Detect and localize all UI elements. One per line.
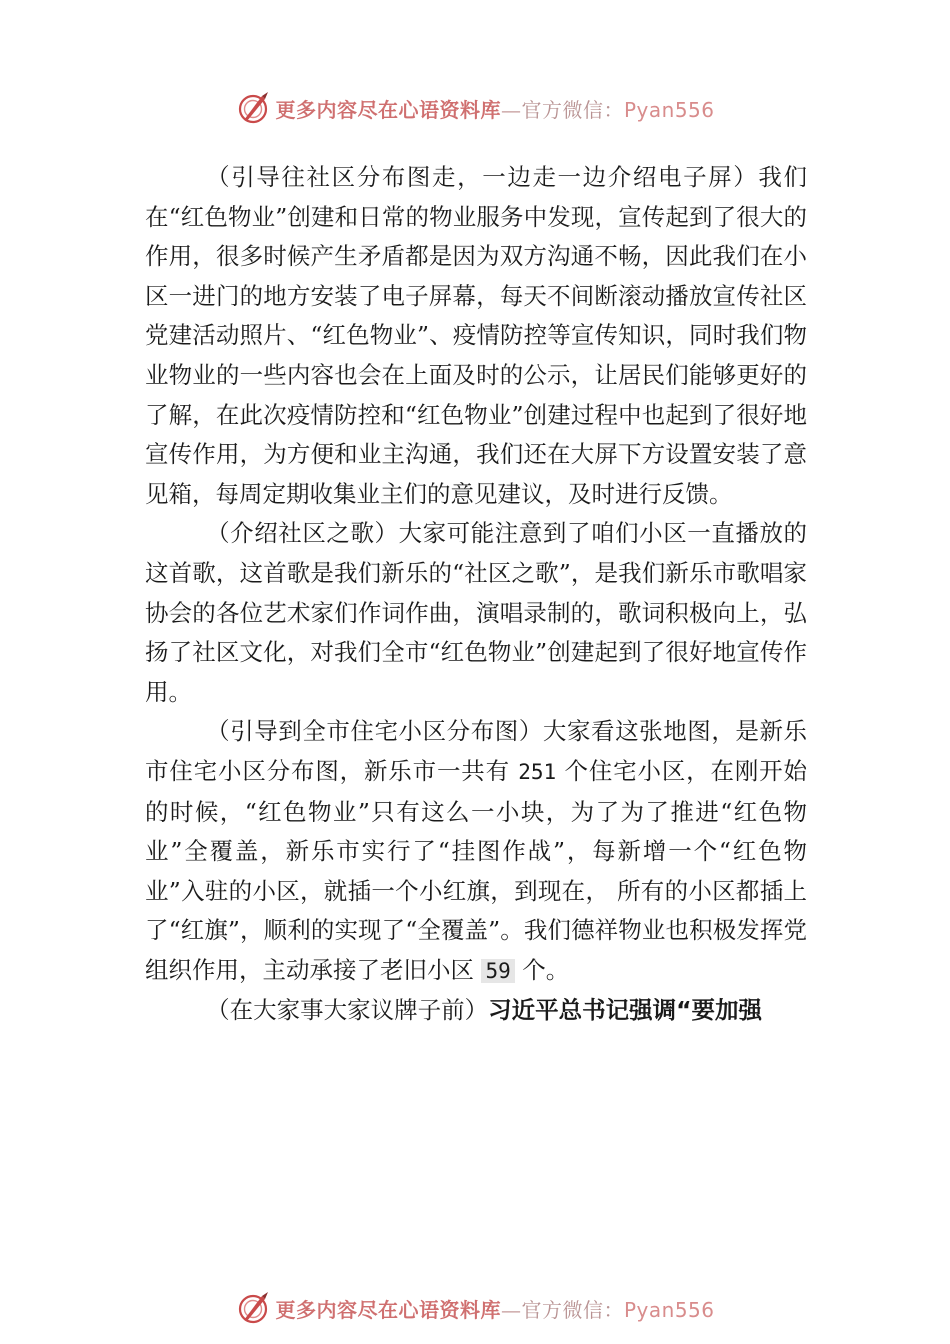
paragraph-community-song: （介绍社区之歌）大家可能注意到了咱们小区一直播放的这首歌，这首歌是我们新乐的“社区之歌”，是我们新乐市歌唱家协会的各位艺术家们作词作曲，演唱录制的，歌词积极向上，弘扬了社区文化，对我们全市“红色物业”创建起到了很好地宣传作用。	[145, 519, 807, 706]
map-text-part-3: 个。	[514, 955, 570, 984]
document-body	[145, 158, 807, 1031]
map-text-part-1: （引导到全市住宅小区分布图）大家看这张地图，是新乐市住宅小区分布图，新乐市一共有	[145, 717, 807, 785]
paragraph-electronic-screen: （引导往社区分布图走，一边走一边介绍电子屏）我们在“红色物业”创建和日常的物业服务中发现，宣传起到了很大的作用，很多时候产生矛盾都是因为双方沟通不畅，因此我们在小区一进门的地方安装了电子屏幕，每天不间断滚动播放宣传社区党建活动照片、“红色物业”、疫情防控等宣传知识，同时我们物业物业的一些内容也会在上面及时的公示，让居民们能够更好的了解，在此次疫情防控和“红色物业”创建过程中也起到了很好地宣传作用，为方便和业主沟通，我们还在大屏下方设置安装了意见箱，每周定期收集业主们的意见建议，及时进行反馈。	[145, 163, 807, 508]
header-banner	[0, 88, 950, 128]
header-wechat-id: Pyan556	[623, 97, 715, 122]
residential-community-count: 251	[518, 759, 557, 784]
footer-wechat-label: 官方微信：	[521, 1297, 624, 1322]
paragraph-district-map	[145, 712, 807, 991]
footer-wechat-id: Pyan556	[623, 1297, 715, 1322]
header-wechat-label: 官方微信：	[521, 97, 624, 122]
footer-banner	[0, 1288, 950, 1328]
header-banner-text	[275, 94, 714, 123]
quill-pen-seal-icon	[235, 90, 271, 126]
header-brand: 更多内容尽在心语资料库	[275, 97, 501, 122]
map-text-part-2: 个住宅小区，在刚开始的时候，“红色物业”只有这么一小块，为了为了推进“红色物业”全覆盖，新乐市实行了“挂图作战”，每新增一个“红色物业”入驻的小区，就插一个小红旗，到现在， 所有的小区都插上了“红旗”，顺利的实现了“全覆盖”。我们德祥物业也积极发挥党组织作用，主动承接了老旧小区	[145, 756, 807, 984]
footer-banner-text	[275, 1294, 714, 1323]
paragraph-discussion-board	[145, 991, 807, 1031]
board-text-emphasis: 习近平总书记强调“要加强	[488, 996, 763, 1025]
footer-separator: —	[500, 1297, 522, 1322]
board-text-part-1: （在大家事大家议牌子前）	[206, 996, 489, 1025]
quill-pen-seal-icon	[235, 1290, 271, 1326]
footer-brand: 更多内容尽在心语资料库	[275, 1297, 501, 1322]
header-separator: —	[500, 97, 522, 122]
old-community-count-highlight: 59	[481, 959, 514, 983]
